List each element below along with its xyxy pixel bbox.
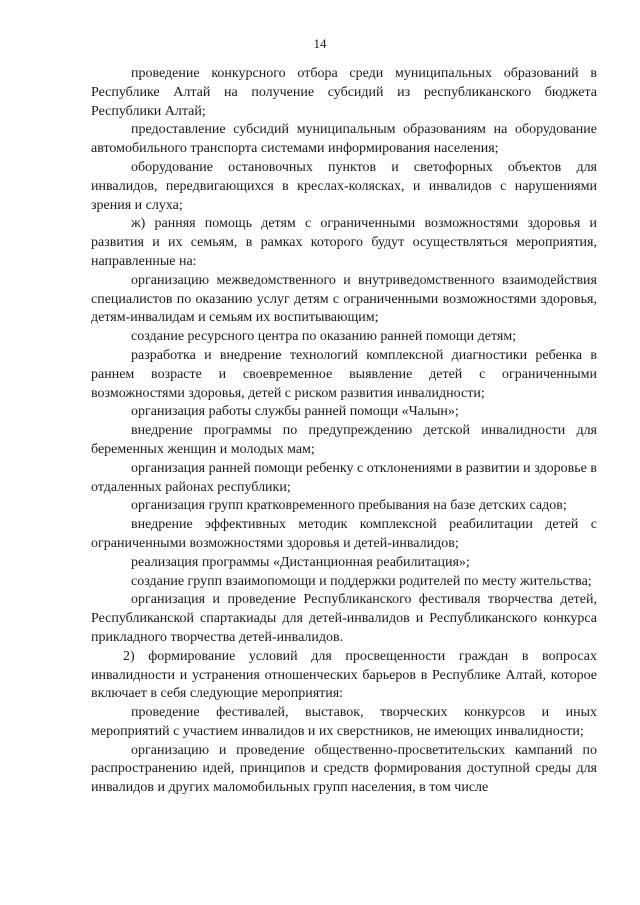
paragraph: создание групп взаимопомощи и поддержки родителей по месту жительства; [131,573,592,589]
paragraph: предоставление субсидий муниципальным образованиям на оборудование автомобильного транспорта системами информирования населения; [91,122,597,157]
paragraph: организация работы службы ранней помощи «Чалын»; [131,404,459,420]
paragraph: организация и проведение Республиканского фестиваля творчества детей, Республиканской спартакиады для детей-инвалидов и Республиканского конкурса прикладного творчества детей-инвалидов. [91,592,597,645]
paragraph: реализация программы «Дистанционная реабилитация»; [131,554,470,570]
paragraph: организацию межведомственного и внутриведомственного взаимодействия специалистов по оказанию услуг детям с ограниченными возможностями здоровья, детям-инвалидам и семьям их воспитывающим; [91,272,597,326]
paragraph: организация групп кратковременного пребывания на базе детских садов; [131,498,567,514]
paragraph: внедрение эффективных методик комплексной реабилитации детей с ограниченными возможностями здоровья и детей-инвалидов; [91,517,597,551]
paragraph: 2) формирование условий для просвещенности граждан в вопросах инвалидности и устранения отношенческих барьеров в Республике Алтай, которое включает в себя следующие мероприятия: [91,648,597,702]
paragraph: ж) ранняя помощь детям с ограниченными возможностями здоровья и развития и их семьям, в рамках которого будут осуществляться мероприятия, направленные на: [91,216,597,269]
paragraph: организацию и проведение общественно-просветительских кампаний по распространению идей, принципов и средств формирования доступной среды для инвалидов и других маломобильных групп населения, в том числе [91,742,597,796]
paragraph: организация ранней помощи ребенку с отклонениями в развитии и здоровье в отдаленных районах республики; [91,460,597,495]
paragraph: разработка и внедрение технологий комплексной диагностики ребенка в раннем возрасте и своевременное выявление детей с ограниченными возможностями здоровья, детей с риском развития инвалидности; [91,347,597,401]
document-body [91,65,597,798]
paragraph: проведение конкурсного отбора среди муниципальных образований в Республике Алтай на получение субсидий из республиканского бюджета Республики Алтай; [91,66,597,119]
paragraph: внедрение программы по предупреждению детской инвалидности для беременных женщин и молодых мам; [91,423,597,457]
page-number: 14 [313,36,327,51]
paragraph: проведение фестивалей, выставок, творческих конкурсов и иных мероприятий с участием инвалидов и их сверстников, не имеющих инвалидности; [91,705,597,739]
paragraph: создание ресурсного центра по оказанию ранней помощи детям; [131,329,517,345]
paragraph: оборудование остановочных пунктов и светофорных объектов для инвалидов, передвигающихся в креслах-колясках, и инвалидов с нарушениями зрения и слуха; [91,159,597,213]
